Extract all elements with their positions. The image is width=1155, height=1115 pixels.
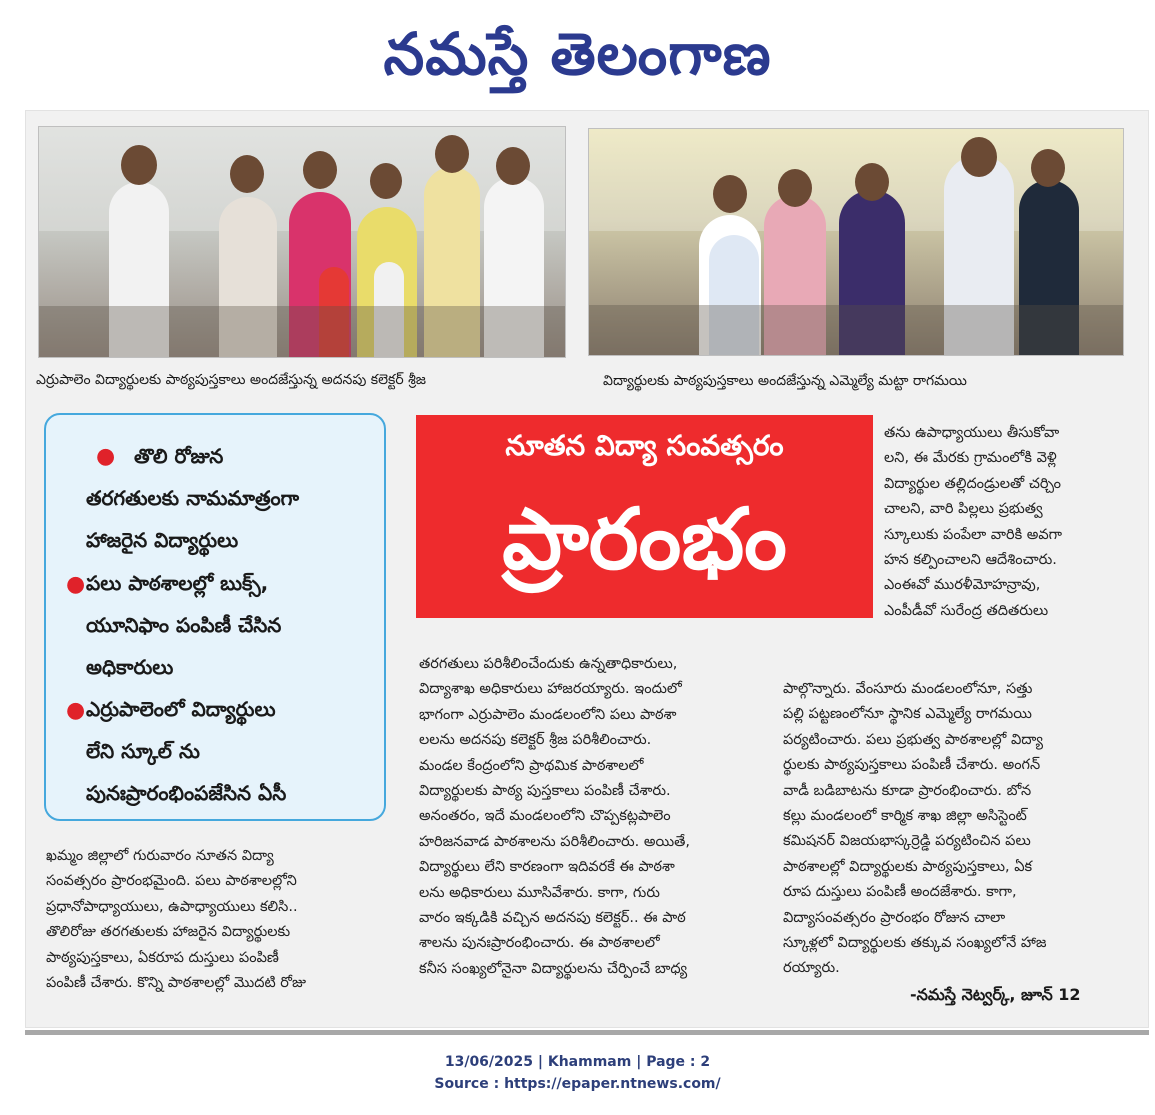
highlight-line: తరగతులకు నామమాత్రంగా	[86, 486, 300, 510]
body-line: లలను అదనపు కలెక్టర్ శ్రీజ పరిశీలించారు.	[419, 732, 652, 749]
body-line: తరగతులు పరిశీలించేందుకు ఉన్నతాధికారులు,	[419, 656, 678, 672]
body-line: శాలను పునఃప్రారంభించారు. ఈ పాఠశాలలో	[419, 935, 660, 952]
photo-right-figure-head	[778, 169, 812, 207]
photo-right-figure-head	[961, 137, 997, 177]
photo-right-figure-head	[713, 175, 747, 213]
body-line: భాగంగా ఎర్రుపాలెం మండలంలోని పలు పాఠశా	[419, 706, 677, 723]
body-line: చాలని, వారి పిల్లలు ప్రభుత్వ	[884, 501, 1043, 518]
highlight-line: ఎర్రుపాలెంలో విద్యార్థులు	[86, 697, 276, 721]
body-line: పర్యటించారు. పలు ప్రభుత్వ పాఠశాలల్లో విద్యా	[783, 731, 1043, 748]
body-line: విద్యార్థుల తల్లిదండ్రులతో చర్చిం	[884, 475, 1061, 492]
body-line: లని, ఈ మేరకు గ్రామంలోకి వెళ్లి	[884, 450, 1057, 467]
highlight-line: పలు పాఠశాలల్లో బుక్స్,	[86, 571, 269, 595]
masthead	[0, 8, 1155, 100]
body-line: స్కూళ్లలో విద్యార్థులకు తక్కువ సంఖ్యలోనే హాజ	[783, 935, 1047, 952]
body-line: తొలిరోజు తరగతులకు హాజరైన విద్యార్థులకు	[46, 924, 291, 941]
body-column-3	[783, 677, 1128, 982]
highlight-line: యూనిఫాం పంపిణీ చేసిన	[86, 613, 282, 637]
highlight-line: లేని స్కూల్ ను	[86, 739, 200, 763]
highlights-box	[44, 413, 386, 821]
body-line: ప్రధానోపాధ్యాయులు, ఉపాధ్యాయులు కలిసి..	[46, 898, 298, 915]
highlight-line: అధికారులు	[86, 655, 174, 679]
footer-source: Source : https://epaper.ntnews.com/	[434, 1076, 721, 1092]
body-line: ఎంపీడీవో సురేంద్ర తదితరులు	[884, 602, 1049, 619]
photo-left-figure-head	[230, 155, 264, 193]
body-line: ఎంఈవో మురళీమోహన్రావు,	[884, 577, 1041, 594]
body-line: కనీస సంఖ్యలోనైనా విద్యార్థులను చేర్పించే బాధ్య	[419, 960, 688, 977]
bullet-icon: ●	[66, 572, 86, 597]
body-column-2	[419, 652, 759, 982]
body-column-1	[46, 844, 386, 996]
body-line: విద్యార్థులకు పాఠ్య పుస్తకాలు పంపిణీ చేశారు.	[419, 783, 671, 800]
bullet-icon: ●	[96, 444, 116, 469]
body-line: విద్యార్థులు లేని కారణంగా ఇదివరకే ఈ పాఠశా	[419, 859, 675, 876]
body-line: ఖమ్మం జిల్లాలో గురువారం నూతన విద్యా	[46, 848, 274, 864]
body-line: స్కూలుకు పంపేలా వారికి అవగా	[884, 526, 1063, 543]
photo-left-caption: ఎర్రుపాలెం విద్యార్థులకు పాఠ్యపుస్తకాలు అందజేస్తున్న అదనపు కలెక్టర్ శ్రీజ	[36, 372, 426, 388]
body-line: విద్యాసంవత్సరం ప్రారంభం రోజున చాలా	[783, 909, 1006, 926]
photo-left-figure-head	[496, 147, 530, 185]
photo-right-caption: విద్యార్థులకు పాఠ్యపుస్తకాలు అందజేస్తున్న ఎమ్మెల్యే మట్టా రాగమయి	[603, 373, 967, 389]
bottom-divider	[25, 1030, 1149, 1035]
headline-box	[416, 415, 873, 618]
bullet-icon: ●	[66, 698, 86, 723]
footer-date-edition: 13/06/2025 | Khammam | Page : 2	[444, 1054, 711, 1070]
body-line: పంపిణీ చేశారు. కొన్ని పాఠశాలల్లో మొదటి రోజు	[46, 975, 306, 992]
photo-right-figure-head	[855, 163, 889, 201]
body-line: పాఠశాలల్లో విద్యార్థులకు పాఠ్యపుస్తకాలు, ఏక	[783, 858, 1033, 875]
body-line: సంవత్సరం ప్రారంభమైంది. పలు పాఠశాలల్లోని	[46, 873, 297, 890]
body-line: హరిజనవాడ పాఠశాలను పరిశీలించారు. అయితే,	[419, 833, 691, 850]
photo-right	[588, 128, 1124, 356]
body-column-4	[884, 421, 1129, 624]
highlight-line: తొలి రోజున	[134, 444, 224, 468]
highlight-line: హాజరైన విద్యార్థులు	[86, 528, 239, 552]
photo-right-table	[589, 305, 1123, 355]
photo-left-figure-head	[370, 163, 402, 199]
highlight-line: పునఃప్రారంభింపజేసిన ఏసీ	[86, 781, 287, 805]
body-line: పాఠ్యపుస్తకాలు, ఏకరూప దుస్తులు పంపిణీ	[46, 949, 279, 966]
body-line: పాల్గొన్నారు. వేంసూరు మండలంలోనూ, సత్తు	[783, 681, 1033, 697]
body-line: కల్లు మండలంలో కార్మిక శాఖ జిల్లా అసిస్టెంట్	[783, 808, 1027, 825]
body-line: హన కల్పించాలని ఆదేశించారు.	[884, 552, 1057, 569]
body-line: ర్థులకు పాఠ్యపుస్తకాలు పంపిణీ చేశారు. అంగన్	[783, 757, 1041, 774]
body-line: రూప దుస్తులు పంపిణీ అందజేశారు. కాగా,	[783, 884, 1017, 901]
byline: -నమస్తే నెట్వర్క్, జూన్ 12	[910, 985, 1081, 1004]
body-line: మండల కేంద్రంలోని ప్రాథమిక పాఠశాలలో	[419, 757, 644, 774]
headline-main: ప్రారంభం	[502, 490, 787, 588]
photo-left	[38, 126, 566, 358]
photo-left-figure-head	[121, 145, 157, 185]
body-line: కమిషనర్ విజయభాస్కర్రెడ్డి పర్యటించిన పలు	[783, 833, 1031, 850]
body-line: పల్లి పట్టణంలోనూ స్థానిక ఎమ్మెల్యే రాగమయి	[783, 706, 1032, 723]
photo-left-figure-head	[303, 151, 337, 189]
photo-left-floor	[39, 306, 565, 357]
body-line: వారం ఇక్కడికి వచ్చిన అదనపు కలెక్టర్.. ఈ పాఠ	[419, 910, 686, 927]
body-line: వాడీ బడిబాటను కూడా ప్రారంభించారు. బోన	[783, 782, 1032, 799]
photo-left-figure-head	[435, 135, 469, 173]
masthead-title: నమస్తే తెలంగాణ	[383, 20, 772, 88]
body-line: అనంతరం, ఇదే మండలంలోని చొప్పకట్లపాలెం	[419, 808, 671, 825]
body-line: లను అధికారులు మూసివేశారు. కాగా, గురు	[419, 884, 660, 901]
body-line: విద్యాశాఖ అధికారులు హాజరయ్యారు. ఇందులో	[419, 681, 682, 698]
body-line: రయ్యారు.	[783, 960, 840, 977]
photo-right-figure-head	[1031, 149, 1065, 187]
body-line: తను ఉపాధ్యాయులు తీసుకోవా	[884, 425, 1060, 441]
headline-kicker: నూతన విద్యా సంవత్సరం	[505, 429, 784, 462]
